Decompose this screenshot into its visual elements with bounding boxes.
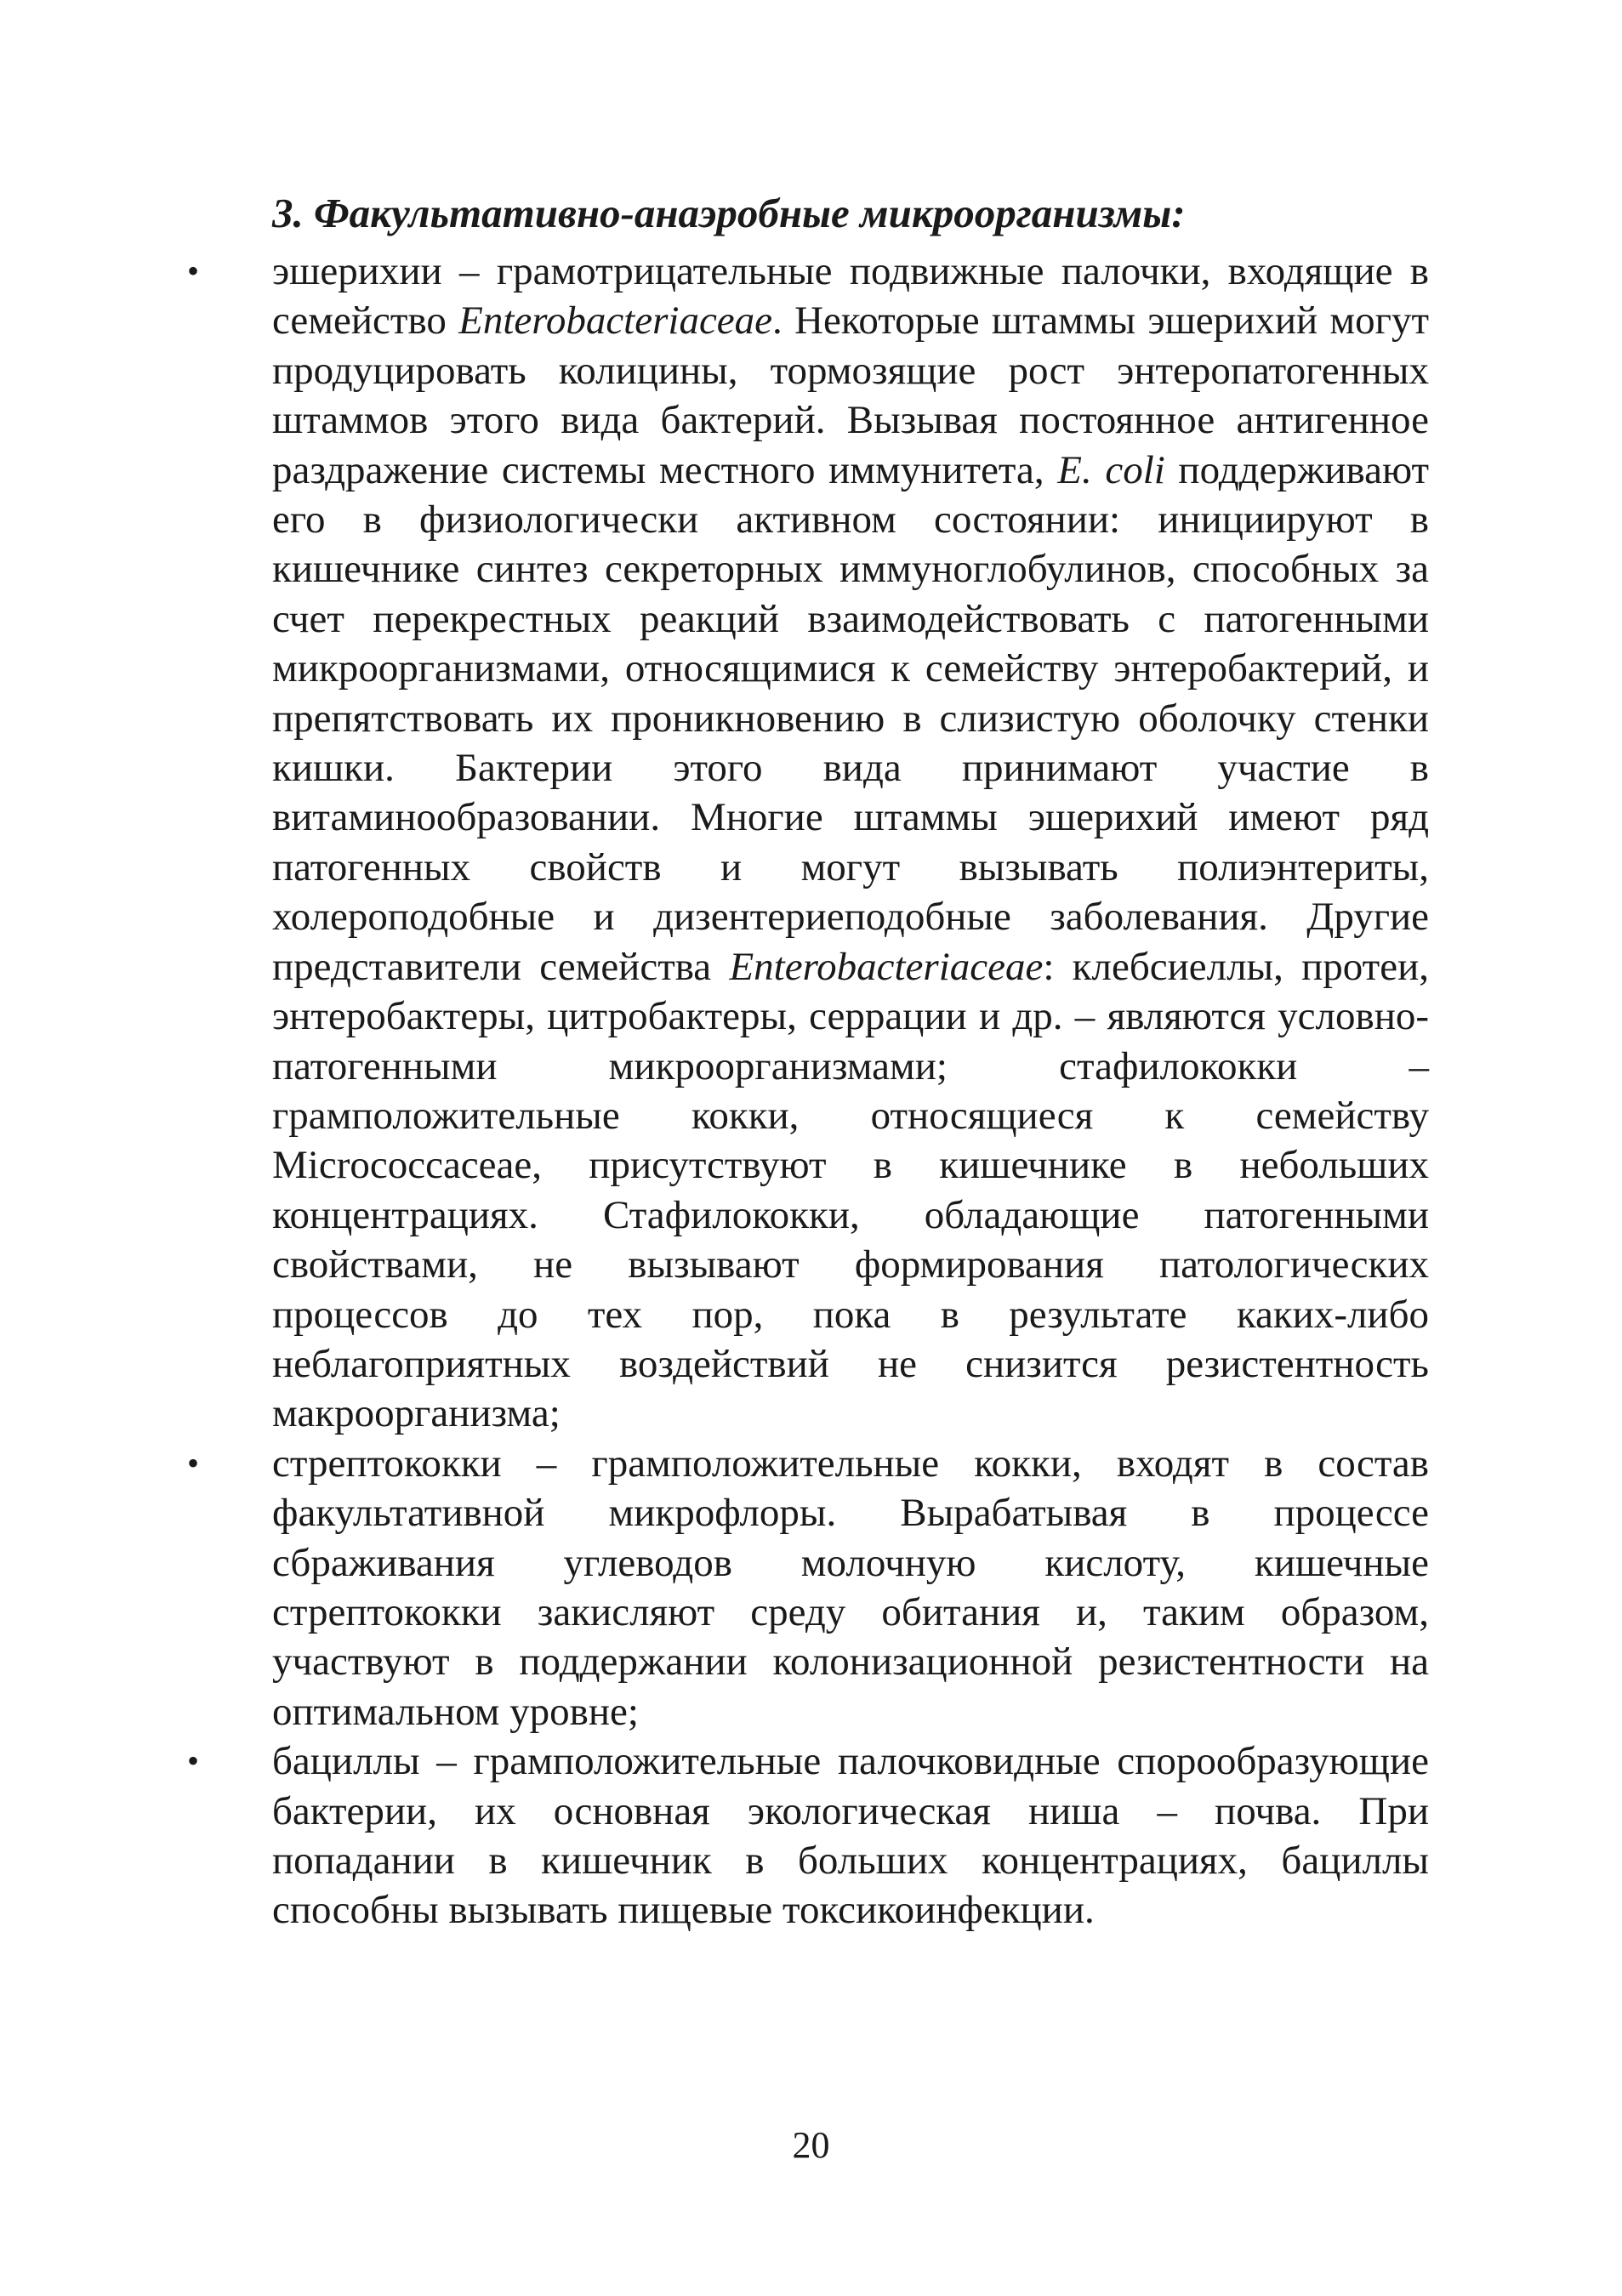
list-item-escherichia bbox=[187, 247, 1429, 1439]
italic-term: E. coli bbox=[1057, 447, 1165, 492]
list-item-bacilli bbox=[187, 1736, 1429, 1935]
list-item-streptococci bbox=[187, 1439, 1429, 1736]
page-number: 20 bbox=[792, 2124, 830, 2166]
section-heading: 3. Факультативно-анаэробные микроорганизмы: bbox=[272, 190, 1186, 236]
bullet-icon: • bbox=[187, 1742, 200, 1781]
text-segment: . Некоторые штаммы эшерихий могут продуцировать колицины, тормозящие рост энтеропатогенных штаммов этого вида бактерий. Вызывая постоянное антигенное раздражение системы местного иммунитета, bbox=[272, 298, 1429, 492]
bullet-list bbox=[187, 247, 1429, 1935]
item-text bbox=[272, 249, 1429, 1435]
italic-term: Enterobacteriaceae bbox=[729, 944, 1044, 989]
text-segment: поддерживают его в физиологически активном состоянии: инициируют в кишечнике синтез секреторных иммуноглобулинов, способных за счет перекрестных реакций взаимодействовать с патогенными микроорганизмами, относящимися к семейству энтеробактерий, и препятствовать их проникновению в слизистую оболочку стенки кишки. Бактерии этого вида принимают участие в витаминообразовании. Многие штаммы эшерихий имеют ряд патогенных свойств и могут вызывать полиэнтериты, холероподобные и дизентериеподобные заболевания. Другие представители семейства bbox=[272, 447, 1429, 989]
item-text: бациллы – грамположительные палочковидные спорообразующие бактерии, их основная экологическая ниша – почва. При попадании в кишечник в больших концентрациях, бациллы способны вызывать пищевые токсикоинфекции. bbox=[272, 1739, 1429, 1933]
item-text: стрептококки – грамположительные кокки, входят в состав факультативной микрофлоры. Вырабатывая в процессе сбраживания углеводов молочную кислоту, кишечные стрептококки закисляют среду обитания и, таким образом, участвуют в поддержании колонизационной резистентности на оптимальном уровне; bbox=[272, 1441, 1429, 1734]
bullet-icon: • bbox=[187, 1443, 200, 1482]
bullet-icon: • bbox=[187, 252, 200, 290]
italic-term: Enterobacteriaceae bbox=[458, 298, 773, 344]
text-segment: эшерихии – грамотрицательные подвижные палочки, входящие в семейство bbox=[272, 249, 1429, 344]
text-segment: : клебсиеллы, протеи, энтеробактеры, цитробактеры, серрации и др. – являются условно-патогенными микроорганизмами; стафилококки – грамположительные кокки, относящиеся к семейству Micrococcaceae, присутствуют в кишечнике в небольших концентрациях. Стафилококки, обладающие патогенными свойствами, не вызывают формирования патологических процессов до тех пор, пока в результате каких-либо неблагоприятных воздействий не снизится резистентность макроорганизма; bbox=[272, 944, 1429, 1436]
